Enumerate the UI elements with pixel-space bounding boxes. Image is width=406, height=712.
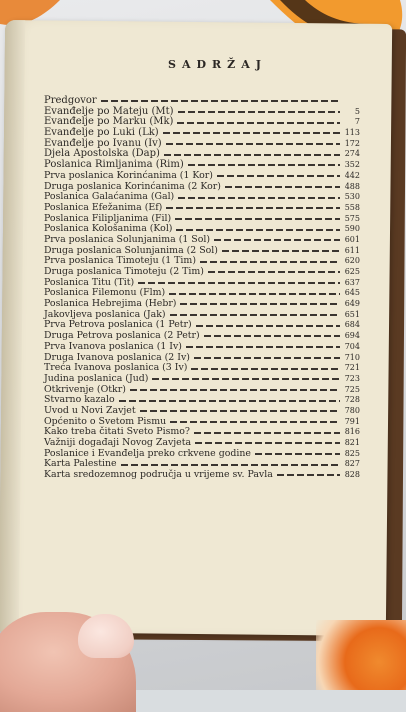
toc-entry-title: Karta sredozemnog područja u vrijeme sv. Pavla (44, 469, 273, 481)
toc-leader-dashes (166, 207, 340, 209)
toc-leader-dashes (177, 122, 340, 124)
toc-entry-title: Evanđelje po Luki (Lk) (44, 127, 159, 139)
toc-entry-title: Druga Ivanova poslanica (2 Iv) (44, 351, 190, 363)
toc-entry-page: 590 (344, 224, 360, 234)
toc-entry-title: Općenito o Svetom Pismu (44, 415, 167, 427)
toc-entry-title: Prva Petrova poslanica (1 Petr) (44, 319, 192, 331)
toc-entry-page: 645 (344, 288, 360, 298)
toc-entry-title: Poslanica Kološanima (Kol) (44, 223, 173, 235)
toc-entry-title: Važniji događaji Novog Zavjeta (44, 437, 192, 448)
toc-leader-dashes (164, 154, 340, 156)
toc-entry (44, 203, 360, 214)
table-of-contents (44, 96, 360, 481)
toc-entry (44, 374, 360, 385)
toc-entry-title: Judina poslanica (Jud) (44, 372, 149, 384)
toc-entry-page: 442 (344, 170, 360, 180)
toc-entry-title: Kako treba čitati Sveto Pismo? (44, 426, 190, 438)
toc-entry-title: Evanđelje po Ivanu (Iv) (44, 137, 162, 149)
toc-entry-title: Poslanica Filipljanima (Fil) (44, 212, 172, 224)
toc-entry (44, 470, 360, 481)
toc-entry-page: 5 (354, 106, 360, 116)
toc-entry-title: Prva poslanica Solunjanima (1 Sol) (44, 233, 211, 245)
toc-leader-dashes (152, 378, 340, 380)
toc-entry-page: 113 (344, 128, 360, 138)
toc-entry-page: 274 (344, 149, 360, 159)
toc-entry (44, 342, 360, 353)
toc-entry-page: 7 (354, 117, 360, 127)
toc-entry-title: Poslanica Titu (Tit) (44, 276, 135, 288)
toc-leader-dashes (225, 186, 340, 188)
toc-leader-dashes (200, 261, 340, 263)
toc-leader-dashes (277, 474, 340, 476)
page-heading: SADRŽAJ (168, 58, 267, 71)
toc-entry-page: 649 (344, 299, 360, 309)
toc-leader-dashes (101, 100, 340, 102)
toc-entry-page: 780 (344, 405, 360, 415)
toc-entry-page: 710 (344, 352, 360, 362)
toc-leader-dashes (119, 400, 340, 402)
toc-leader-dashes (222, 250, 340, 252)
toc-entry-page: 728 (344, 395, 360, 405)
toc-entry-page: 601 (344, 234, 360, 244)
toc-entry-title: Poslanica Galaćanima (Gal) (44, 191, 175, 203)
toc-entry-page: 625 (344, 267, 360, 276)
toc-entry-page: 694 (344, 331, 360, 341)
toc-entry-page: 575 (344, 213, 360, 223)
toc-leader-dashes (163, 132, 340, 134)
toc-leader-dashes (217, 175, 340, 177)
toc-entry-page: 821 (344, 438, 360, 447)
page-gutter (0, 20, 25, 632)
toc-entry-title: Poslanica Rimljanima (Rim) (44, 159, 184, 171)
toc-leader-dashes (175, 218, 340, 220)
toc-leader-dashes (169, 293, 340, 295)
toc-entry-page: 620 (344, 256, 360, 266)
toc-leader-dashes (191, 368, 340, 370)
toc-entry-title: Druga poslanica Korinćanima (2 Kor) (44, 180, 221, 192)
toc-entry-page: 791 (344, 416, 360, 426)
toc-leader-dashes (196, 325, 340, 327)
toc-leader-dashes (176, 229, 340, 231)
toc-entry-title: Prva poslanica Korinćanima (1 Kor) (44, 169, 213, 181)
toc-entry-title: Predgovor (44, 95, 97, 106)
toc-entry-title: Djela Apostolska (Dap) (44, 148, 160, 160)
toc-leader-dashes (195, 442, 340, 444)
toc-entry-page: 827 (344, 459, 360, 469)
toc-leader-dashes (214, 239, 340, 241)
toc-entry-page: 816 (344, 427, 360, 437)
toc-entry-page: 637 (344, 277, 360, 287)
toc-entry-page: 723 (344, 373, 360, 383)
toc-leader-dashes (188, 164, 340, 166)
toc-entry-page: 488 (344, 181, 360, 191)
toc-entry-title: Evanđelje po Mateju (Mt) (44, 105, 174, 117)
toc-leader-dashes (204, 335, 340, 337)
toc-entry-title: Poslanica Hebrejima (Hebr) (44, 298, 177, 310)
toc-entry-title: Prva poslanica Timoteju (1 Tim) (44, 255, 196, 267)
toc-entry-title: Druga Petrova poslanica (2 Petr) (44, 330, 200, 342)
toc-entry-title: Treća Ivanova poslanica (3 Iv) (44, 362, 188, 374)
toc-entry-page: 530 (344, 192, 360, 202)
toc-entry-page: 721 (344, 363, 360, 373)
toc-entry-title: Poslanica Filemonu (Flm) (44, 287, 166, 299)
toc-leader-dashes (138, 282, 340, 284)
toc-entry-title: Otkrivenje (Otkr) (44, 383, 126, 395)
toc-entry-page: 704 (344, 341, 360, 351)
toc-leader-dashes (170, 314, 340, 316)
toc-entry-title: Poslanica Efežanima (Ef) (44, 201, 163, 213)
toc-entry-title: Druga poslanica Timoteju (2 Tim) (44, 266, 204, 277)
toc-entry-title: Prva Ivanova poslanica (1 Iv) (44, 340, 182, 352)
toc-entry (44, 171, 360, 182)
toc-entry-page: 651 (344, 309, 360, 319)
toc-entry-title: Uvod u Novi Zavjet (44, 404, 136, 416)
toc-leader-dashes (166, 143, 340, 145)
toc-entry-title: Karta Palestine (44, 458, 117, 470)
toc-entry-page: 352 (344, 160, 360, 170)
toc-entry-page: 611 (344, 245, 360, 255)
toc-leader-dashes (178, 197, 340, 199)
toc-entry-title: Stvarno kazalo (44, 394, 115, 406)
toc-entry-title: Druga poslanica Solunjanima (2 Sol) (44, 244, 218, 256)
toc-leader-dashes (140, 410, 340, 412)
toc-entry-page: 825 (344, 448, 360, 458)
toc-leader-dashes (194, 357, 340, 359)
toc-entry-page: 725 (344, 384, 360, 394)
toc-leader-dashes (194, 432, 340, 434)
toc-leader-dashes (121, 464, 340, 466)
toc-entry-page: 558 (344, 202, 360, 212)
toc-leader-dashes (180, 303, 340, 305)
orange-decoration (316, 620, 406, 690)
toc-leader-dashes (130, 389, 340, 391)
toc-entry-page: 828 (344, 470, 360, 480)
toc-entry-title: Evanđelje po Marku (Mk) (44, 116, 174, 128)
toc-leader-dashes (178, 111, 340, 113)
toc-entry-title: Jakovljeva poslanica (Jak) (44, 308, 166, 320)
toc-entry-title: Poslanice i Evanđelja preko crkvene godine (44, 447, 251, 459)
toc-entry-page: 684 (344, 320, 360, 330)
toc-leader-dashes (208, 271, 340, 273)
toc-leader-dashes (186, 346, 340, 348)
toc-leader-dashes (255, 453, 340, 455)
toc-entry-page: 172 (344, 138, 360, 148)
toc-leader-dashes (170, 421, 340, 423)
